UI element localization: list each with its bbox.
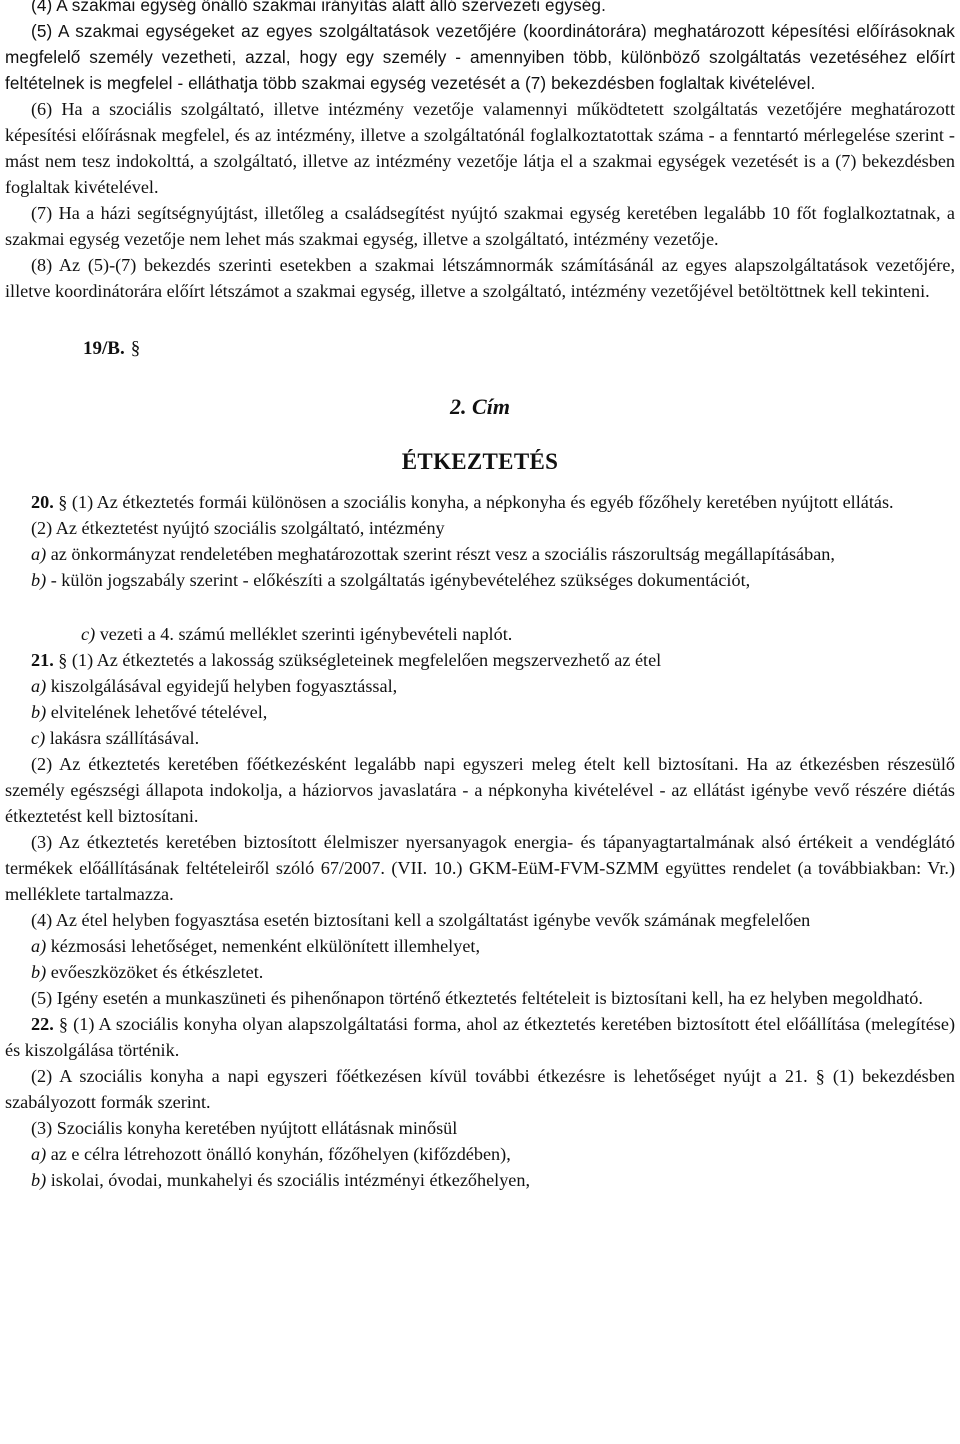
s22-paragraph-2: (2) A szociális konyha a napi egyszeri főétkezésen kívül további étkezésre is lehetőséget nyújt a 21. § (1) bekezdésben szabályozott formák szerint. [5,1066,955,1112]
section-19b-number: 19/B. [83,338,125,359]
point-text: kiszolgálásával egyidejű helyben fogyasztással, [50,676,398,696]
paragraph-6: (6) Ha a szociális szolgáltató, illetve intézmény vezetője valamennyi működtetett szolgáltatás vezetőjére meghatározott képesítési előírásnak megfelel, és az intézmény, illetve a szolgáltatónál foglalkoztatottak száma - a fenntartó mérlegelése szerint - mást nem tesz indokolttá, a szolgáltató, illetve az intézmény vezetője látja el a szakmai egységek vezetését is a (7) bekezdésben foglaltak kivételével. [5,99,955,197]
point-label: b) [31,1170,47,1190]
s22-p1-text: (1) A szociális konyha olyan alapszolgáltatási forma, ahol az étkeztetés keretében biztosított étel előállítása (melegítése) és kiszolgálása történik. [5,1014,956,1060]
s21-point-a [5,673,955,699]
paragraph-7: (7) Ha a házi segítségnyújtást, illetőleg a családsegítést nyújtó szakmai egység keretében legalább 10 főt foglalkoztatnak, a szakmai egység vezetője nem lehet más szakmai egység, illetve a szolgáltató, intézmény vezetője. [5,203,955,249]
s20-paragraph-1 [5,489,955,515]
point-text: vezeti a 4. számú melléklet szerinti igénybevételi naplót. [99,624,513,644]
point-label: b) [31,962,47,982]
point-text: - külön jogszabály szerint - előkészíti a szolgáltatás igénybevételéhez szükséges dokumentációt, [50,570,751,590]
point-label: a) [31,544,47,564]
s21-paragraph-2: (2) Az étkeztetés keretében főétkezésként legalább napi egyszeri meleg ételt kell biztosítani. Ha az étkezésben részesülő személy egészségi állapota indokolja, a háziorvos javaslatára - a népkonyha kivételével - az ellátást igénybe vevő részére diétás étkeztetést kell biztosítani. [5,754,955,826]
point-label: a) [31,936,47,956]
s21-point-c [5,725,955,751]
s20-point-b [5,567,955,593]
point-label: a) [31,1144,47,1164]
point-label: c) [31,728,46,748]
point-text: az e célra létrehozott önálló konyhán, főzőhelyen (kifőzdében), [50,1144,511,1164]
point-text: evőeszközöket és étkészletet. [50,962,264,982]
s21-paragraph-1 [5,647,955,673]
point-label: b) [31,570,47,590]
s20-number: 20. [31,492,54,512]
point-label: b) [31,702,47,722]
section-19b-heading [83,336,960,362]
s20-point-c [5,621,955,647]
s22-point-b [5,1167,955,1193]
s21-number: 21. [31,650,54,670]
point-text: elvitelének lehetővé tételével, [50,702,268,722]
s21-p4-point-a [5,933,955,959]
section-sign: § [130,338,141,359]
s21-paragraph-3: (3) Az étkeztetés keretében biztosított élelmiszer nyersanyagok energia- és tápanyagtartalmának alsó értékeit a vendéglátó termékek előállításának feltételeiről szóló 67/2007. (VII. 10.) GKM-EüM-FVM-SZMM együttes rendelet (a továbbiakban: Vr.) melléklete tartalmazza. [5,832,955,904]
paragraph-8: (8) Az (5)-(7) bekezdés szerinti esetekben a szakmai létszámnormák számításánál az egyes alapszolgáltatások vezetőjére, illetve koordinátorára előírt létszámot a szakmai egység, illetve a szolgáltató, intézmény vezetőjével betöltöttnek kell tekinteni. [5,255,955,301]
s21-paragraph-5: (5) Igény esetén a munkaszüneti és pihenőnapon történő étkeztetés feltételeit is biztosítani kell, ha ez helyben megoldható. [31,988,923,1008]
s22-paragraph-3: (3) Szociális konyha keretében nyújtott ellátásnak minősül [31,1118,458,1138]
s21-p4-point-b [5,959,955,985]
s21-p1-text: (1) Az étkeztetés a lakosság szükségleteinek megfelelően megszervezhető az étel [71,650,662,670]
section-sign: § [58,492,68,512]
point-text: kézmosási lehetőséget, nemenként elkülönített illemhelyet, [50,936,481,956]
s22-paragraph-1 [5,1011,955,1063]
s21-paragraph-4: (4) Az étel helyben fogyasztása esetén biztosítani kell a szolgáltatást igénybe vevők számának megfelelően [31,910,811,930]
chapter-cim: 2. Cím [450,394,510,419]
point-text: lakásra szállításával. [49,728,200,748]
paragraph-5: (5) A szakmai egységeket az egyes szolgáltatások vezetőjére (koordinátorára) meghatározott képesítési előírásoknak megfelelő személy vezetheti, azzal, hogy egy személy - amennyiben több, különböző szolgáltatás vezetéséhez előírt feltételnek is megfelel - elláthatja több szakmai egység vezetését a (7) bekezdésben foglaltak kivételével. [5,21,955,93]
s20-point-a [5,541,955,567]
point-text: iskolai, óvodai, munkahelyi és szociális intézményi étkezőhelyen, [50,1170,531,1190]
s20-p1-text: (1) Az étkeztetés formái különösen a szociális konyha, a népkonyha és egyéb főzőhely keretében nyújtott ellátás. [71,492,894,512]
s21-point-b [5,699,955,725]
s22-point-a [5,1141,955,1167]
s22-number: 22. [31,1014,54,1034]
paragraph-4: (4) A szakmai egység önálló szakmai irányítás alatt álló szervezeti egység. [31,0,606,15]
point-label: c) [81,624,96,644]
point-text: az önkormányzat rendeletében meghatározottak szerint részt vesz a szociális rászorultság megállapításában, [50,544,835,564]
s20-paragraph-2: (2) Az étkeztetést nyújtó szociális szolgáltató, intézmény [31,518,445,538]
section-sign: § [58,1014,68,1034]
chapter-heading: ÉTKEZTETÉS [401,449,559,474]
section-sign: § [58,650,68,670]
point-label: a) [31,676,47,696]
